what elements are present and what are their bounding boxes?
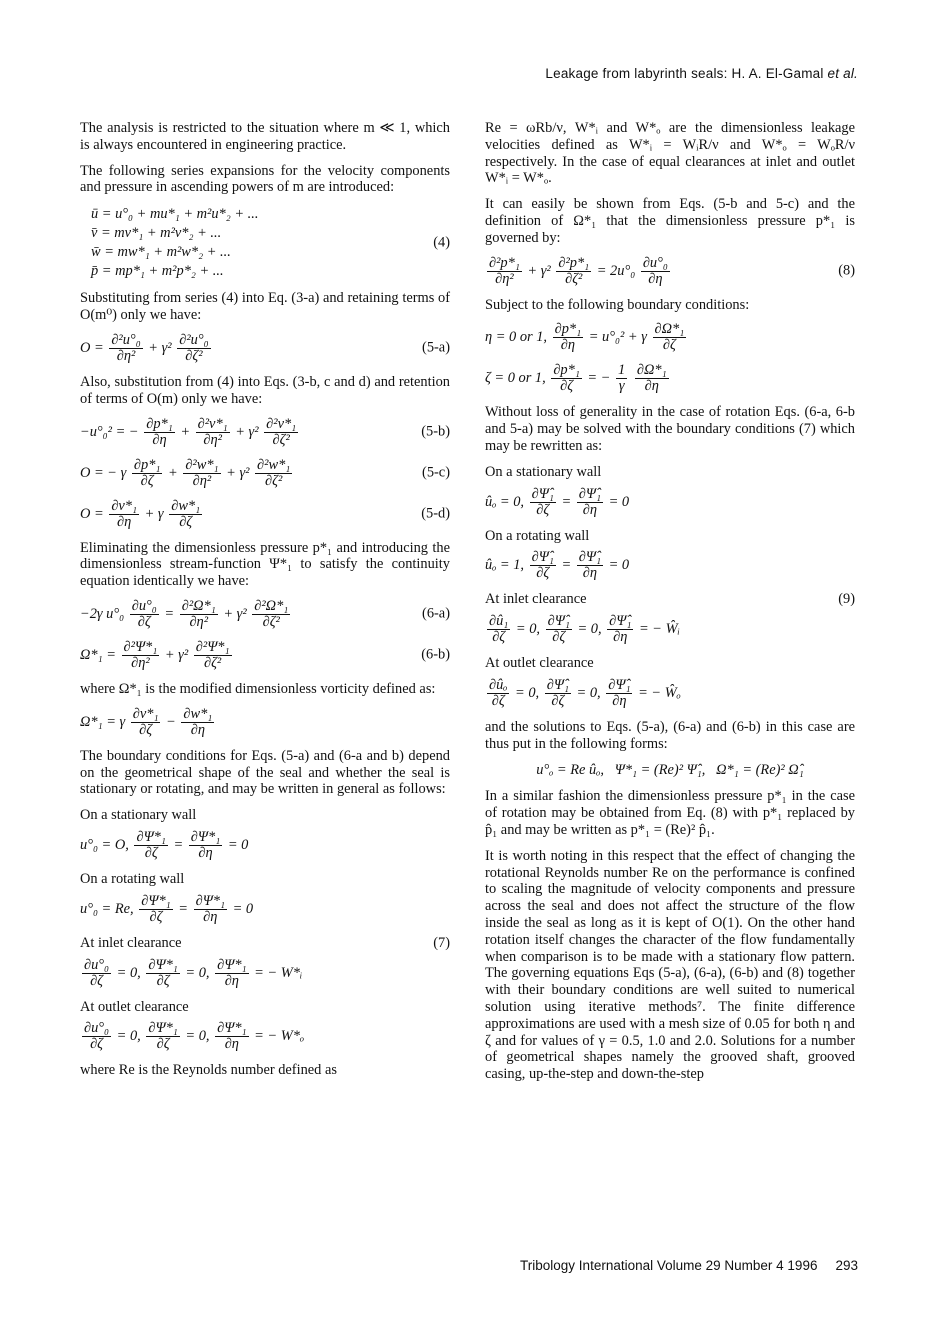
- paragraph: Also, substitution from (4) into Eqs. (3-b, c and d) and retention of terms of O(m) only we have:: [80, 373, 450, 407]
- label-inlet: At inlet clearance (7): [80, 934, 450, 951]
- running-header: Leakage from labyrinth seals: H. A. El-Gamal et al.: [545, 66, 858, 81]
- paragraph: and the solutions to Eqs. (5-a), (6-a) and (6-b) in this case are thus put in the following forms:: [485, 718, 855, 752]
- paragraph: The following series expansions for the velocity components and pressure in ascending powers of m are introduced:: [80, 162, 450, 196]
- vorticity-definition: Ω*₁ = γ $\frac{\text{∂v*₁}}{\partial\zeta}$ − $\frac{\text{∂w*₁}}{\partial\eta}$: [80, 705, 213, 738]
- bc-outlet: $\frac{\text{∂u°₀}}{\partial\zeta}$ = 0, $\frac{\text{∂Ψ*₁}}{\partial\zeta}$ = 0, $\frac{\text{∂Ψ*₁}}{\partial\eta}$ = − W*ₒ: [84, 1020, 305, 1053]
- equation-5d: O = $\frac{\text{∂v*₁}}{\partial\eta}$ + γ $\frac{\text{∂w*₁}}{\partial\zeta}$ (5-d): [80, 497, 450, 530]
- equation-5a: O = $\frac{\text{∂²u°₀}}{\text{∂η²}}$ + γ² $\frac{\text{∂²u°₀}}{\text{∂ζ²}}$ (5-a): [80, 331, 450, 364]
- label-outlet: At outlet clearance: [485, 655, 594, 672]
- label-stationary: On a stationary wall: [80, 807, 197, 824]
- bc-pressure-zeta: ζ = 0 or 1, $\frac{\text{∂p*₁}}{\partial\zeta}$ = − $\frac{1}{\gamma}$ $\frac{\text{∂Ω*₁}}{\partial\eta}$: [485, 362, 667, 395]
- label-outlet: At outlet clearance: [80, 998, 189, 1015]
- equation-8: $\frac{\text{∂²p*₁}}{\text{∂η²}}$ + γ² $\frac{\text{∂²p*₁}}{\text{∂ζ²}}$ = 2u°₀ $\frac{\text{∂u°₀}}{\partial\eta}$ (8): [489, 254, 855, 287]
- bc9-stationary: ûₒ = 0, $\frac{\text{∂Ψ̂₁}}{\partial\zeta}$ = $\frac{\text{∂Ψ̂₁}}{\partial\eta}$ = 0: [485, 485, 630, 518]
- page-number: 293: [835, 1258, 858, 1273]
- paragraph: Re = ωRb/ν, W*ᵢ and W*ₒ are the dimensionless leakage velocities defined as W*ᵢ = WᵢR/ν and W*ₒ = WₒR/ν respectively. In the case of equal clearances at inlet and outlet W*ᵢ = W*ₒ.: [485, 120, 855, 187]
- paragraph: Substituting from series (4) into Eq. (3-a) and retaining terms of O(m⁰) only we have:: [80, 290, 450, 324]
- paragraph: Eliminating the dimensionless pressure p*₁ and introducing the dimensionless stream-function Ψ*₁ to satisfy the continuity equation identically we have:: [80, 539, 450, 590]
- running-footer: Tribology International Volume 29 Number 4 1996 293: [520, 1258, 858, 1273]
- bc9-inlet: $\frac{\text{∂û₁}}{\partial\zeta}$ = 0, $\frac{\text{∂Ψ̂₁}}{\partial\zeta}$ = 0, $\frac{\text{∂Ψ̂₁}}{\partial\eta}$ = − Ŵᵢ: [489, 613, 680, 646]
- bc9-rotating: ûₒ = 1, $\frac{\text{∂Ψ̂₁}}{\partial\zeta}$ = $\frac{\text{∂Ψ̂₁}}{\partial\eta}$ = 0: [485, 549, 630, 582]
- paragraph: The boundary conditions for Eqs. (5-a) and (6-a and b) depend on the geometrical shape of the seal and whether the seal is stationary or rotating, and may be written in general as follows:: [80, 747, 450, 798]
- label-stationary: On a stationary wall: [485, 463, 602, 480]
- solution-forms: u°ₒ = Re ûₒ, Ψ*₁ = (Re)² Ψ̂₁, Ω*₁ = (Re)² Ω̂₁: [536, 761, 804, 778]
- paragraph: where Ω*₁ is the modified dimensionless vorticity defined as:: [80, 680, 436, 697]
- paragraph: In a similar fashion the dimensionless pressure p*₁ in the case of rotation may be obtained from Eq. (8) with p*₁ replaced by p̂₁ and may be written as p*₁ = (Re)² p̂₁.: [485, 788, 855, 838]
- equation-5b: −u°₀² = − $\frac{\text{∂p*₁}}{\partial\eta}$ + $\frac{\text{∂²v*₁}}{\text{∂η²}}$ + γ² $\frac{\text{∂²v*₁}}{\text{∂ζ²}}$ (5-b): [80, 415, 450, 448]
- paragraph: Subject to the following boundary conditions:: [485, 296, 750, 313]
- paragraph: Without loss of generality in the case of rotation Eqs. (6-a, 6-b and 5-a) may be solved with the boundary conditions (7) which may be rewritten as:: [485, 404, 855, 454]
- paragraph: where Re is the Reynolds number defined as: [80, 1062, 337, 1079]
- paragraph: The analysis is restricted to the situation where m ≪ 1, which is always encountered in engineering practice.: [80, 120, 450, 153]
- bc-inlet: $\frac{\text{∂u°₀}}{\partial\zeta}$ = 0, $\frac{\text{∂Ψ*₁}}{\partial\zeta}$ = 0, $\frac{\text{∂Ψ*₁}}{\partial\eta}$ = − W*ᵢ: [84, 956, 303, 989]
- bc-stationary: u°₀ = O, $\frac{\text{∂Ψ*₁}}{\partial\zeta}$ = $\frac{\text{∂Ψ*₁}}{\partial\eta}$ = 0: [80, 828, 249, 861]
- paragraph: It can easily be shown from Eqs. (5-b and 5-c) and the definition of Ω*₁ that the dimensionless pressure p*₁ is governed by:: [485, 196, 855, 246]
- right-column: [485, 120, 855, 1092]
- equation-5c: O = − γ $\frac{\text{∂p*₁}}{\partial\zeta}$ + $\frac{\text{∂²w*₁}}{\text{∂η²}}$ + γ² $\frac{\text{∂²w*₁}}{\text{∂ζ²}}$ (5-c): [80, 456, 450, 489]
- bc-rotating: u°₀ = Re, $\frac{\text{∂Ψ*₁}}{\partial\zeta}$ = $\frac{\text{∂Ψ*₁}}{\partial\eta}$ = 0: [80, 892, 254, 925]
- label-rotating: On a rotating wall: [485, 527, 590, 544]
- equation-6a: −2γ u°₀ $\frac{\text{∂u°₀}}{\partial\zeta}$ = $\frac{\text{∂²Ω*₁}}{\text{∂η²}}$ + γ² $\frac{\text{∂²Ω*₁}}{\text{∂ζ²}}$ (6-a): [80, 597, 450, 630]
- label-inlet: At inlet clearance (9): [485, 591, 855, 608]
- paragraph: It is worth noting in this respect that the effect of changing the rotational Reynolds number Re on the performance is confined to scaling the magnitude of velocity components and pressure across the seal and does not affect the structure of the flow inside the seal as long as it is kept of O(1). On the other hand rotation itself changes the character of the flow fundamentally when comparison is to be made with a stationary flow pattern. The governing equations Eqs (5-a), (6-a), (6-b) and (8) together with their boundary conditions are well suited to numerical solution using iterative methods⁷. The finite difference approximations are used with a mesh size of 0.05 for both η and ζ and for values of γ = 0.5, 1.0 and 2.0. Solutions for a number of geometrical shapes namely the grooved shaft, grooved casing, up-the-step and down-the-step: [485, 847, 855, 1083]
- equation-6b: Ω*₁ = $\frac{\text{∂²Ψ*₁}}{\text{∂η²}}$ + γ² $\frac{\text{∂²Ψ*₁}}{\text{∂ζ²}}$ (6-b): [80, 638, 450, 671]
- bc9-outlet: $\frac{\text{∂ûₒ}}{\partial\zeta}$ = 0, $\frac{\text{∂Ψ̂₁}}{\partial\zeta}$ = 0, $\frac{\text{∂Ψ̂₁}}{\partial\eta}$ = − Ŵₒ: [489, 676, 681, 709]
- equation-4: ū = u°₀ + mu*₁ + m²u*₂ + ... v̄ = mv*₁ + m²v*₂ + ... w̄ = mw*₁ + m²w*₂ + ... p̄ = mp*₁ + m²p*₂ + ... (4): [91, 206, 450, 279]
- left-column: [80, 120, 450, 1088]
- bc-pressure-eta: η = 0 or 1, $\frac{\text{∂p*₁}}{\partial\eta}$ = u°₀² + γ $\frac{\text{∂Ω*₁}}{\partial\zeta}$: [485, 321, 685, 354]
- label-rotating: On a rotating wall: [80, 870, 185, 887]
